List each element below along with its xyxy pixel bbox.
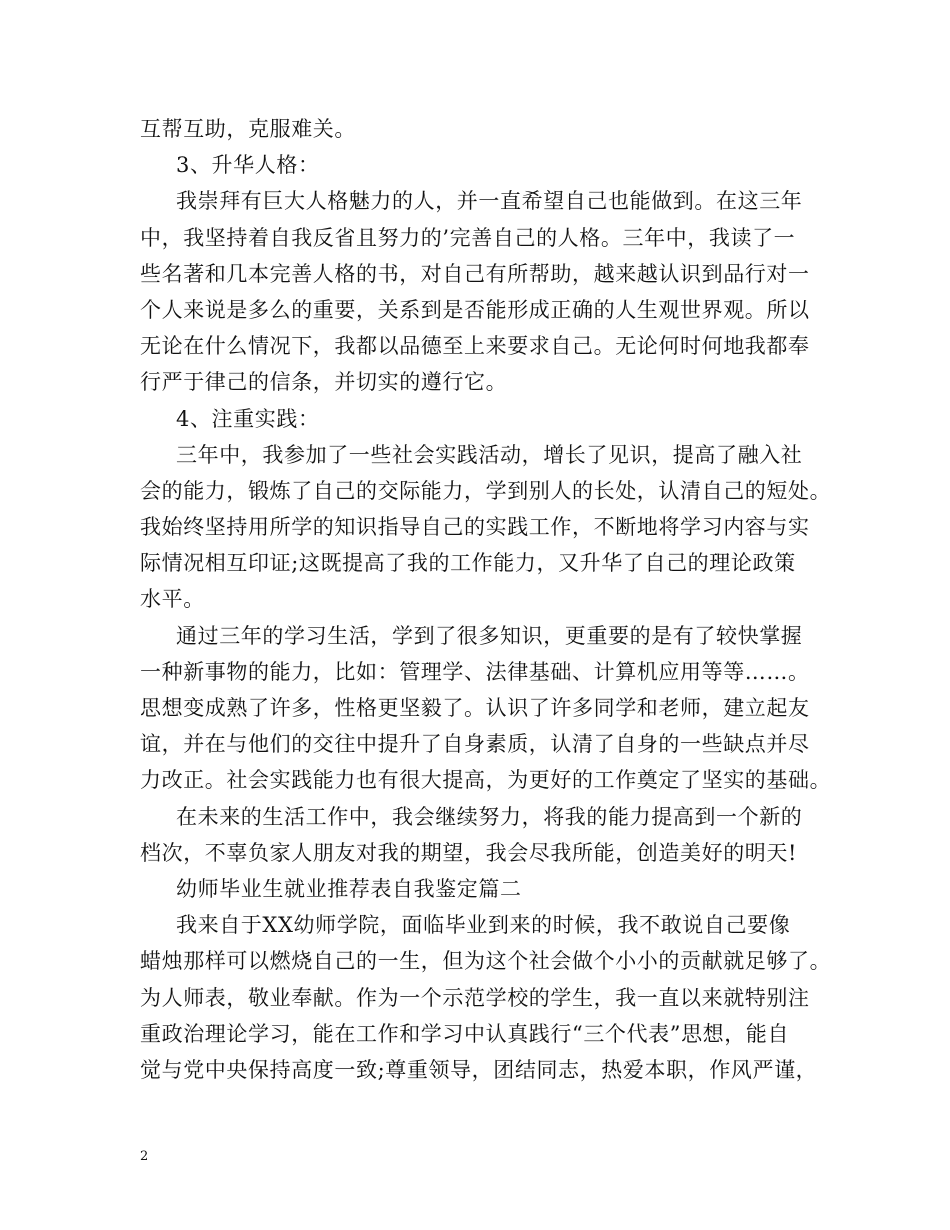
text-line: 档次，不辜负家人朋友对我的期望，我会尽我所能，创造美好的明天! bbox=[140, 840, 798, 865]
text-line: 力改正。社会实践能力也有很大提高，为更好的工作奠定了坚实的基础。 bbox=[140, 768, 832, 793]
text-line: 行严于律己的信条，并切实的遵行它。 bbox=[140, 370, 508, 395]
text-line: 我始终坚持用所学的知识指导自己的实践工作，不断地将学习内容与实 bbox=[140, 515, 810, 540]
text-line: 三年中，我参加了一些社会实践活动，增长了见识，提高了融入社 bbox=[176, 442, 803, 467]
text-line: 觉与党中央保持高度一致;尊重领导，团结同志，热爱本职，作风严谨， bbox=[140, 1057, 818, 1082]
body-text bbox=[140, 111, 830, 1088]
text-line: 谊，并在与他们的交往中提升了自身素质，认清了自身的一些缺点并尽 bbox=[140, 732, 810, 757]
text-line: 3、升华人格： bbox=[176, 153, 320, 178]
text-line: 无论在什么情况下，我都以品德至上来要求自己。无论何时何地我都奉 bbox=[140, 334, 810, 359]
text-line: 蜡烛那样可以燃烧自己的一生，但为这个社会做个小小的贡献就足够了。 bbox=[140, 949, 832, 974]
text-line: 为人师表，敬业奉献。作为一个示范学校的学生，我一直以来就特别注 bbox=[140, 985, 810, 1010]
text-line: 我来自于XX幼师学院，面临毕业到来的时候，我不敢说自己要像 bbox=[176, 913, 791, 938]
page-number: 2 bbox=[140, 1149, 149, 1164]
text-line: 4、注重实践： bbox=[176, 406, 320, 431]
text-line: 互帮互助，克服难关。 bbox=[140, 117, 356, 141]
text-line: 幼师毕业生就业推荐表自我鉴定篇二 bbox=[176, 876, 522, 901]
text-line: 中，我坚持着自我反省且努力的’完善自己的人格。三年中，我读了一 bbox=[140, 225, 796, 250]
text-line: 在未来的生活工作中，我会继续努力，将我的能力提高到一个新的 bbox=[176, 804, 803, 829]
text-line: 些名著和几本完善人格的书，对自己有所帮助，越来越认识到品行对一 bbox=[140, 261, 810, 286]
text-line: 思想变成熟了许多，性格更坚毅了。认识了许多同学和老师，建立起友 bbox=[140, 696, 810, 720]
text-line: 通过三年的学习生活，学到了很多知识，更重要的是有了较快掌握 bbox=[176, 623, 803, 648]
text-line: 我崇拜有巨大人格魅力的人，并一直希望自己也能做到。在这三年 bbox=[176, 189, 803, 214]
text-line: 水平。 bbox=[140, 587, 205, 612]
text-line: 际情况相互印证;这既提高了我的工作能力，又升华了自己的理论政策 bbox=[140, 551, 796, 576]
text-line: 会的能力，锻炼了自己的交际能力，学到别人的长处，认清自己的短处。 bbox=[140, 478, 832, 503]
text-line: 一种新事物的能力，比如：管理学、法律基础、计算机应用等等……。 bbox=[140, 659, 810, 684]
text-line: 重政治理论学习，能在工作和学习中认真践行“三个代表”思想，能自 bbox=[140, 1021, 790, 1046]
text-line: 个人来说是多么的重要，关系到是否能形成正确的人生观世界观。所以 bbox=[140, 297, 810, 322]
